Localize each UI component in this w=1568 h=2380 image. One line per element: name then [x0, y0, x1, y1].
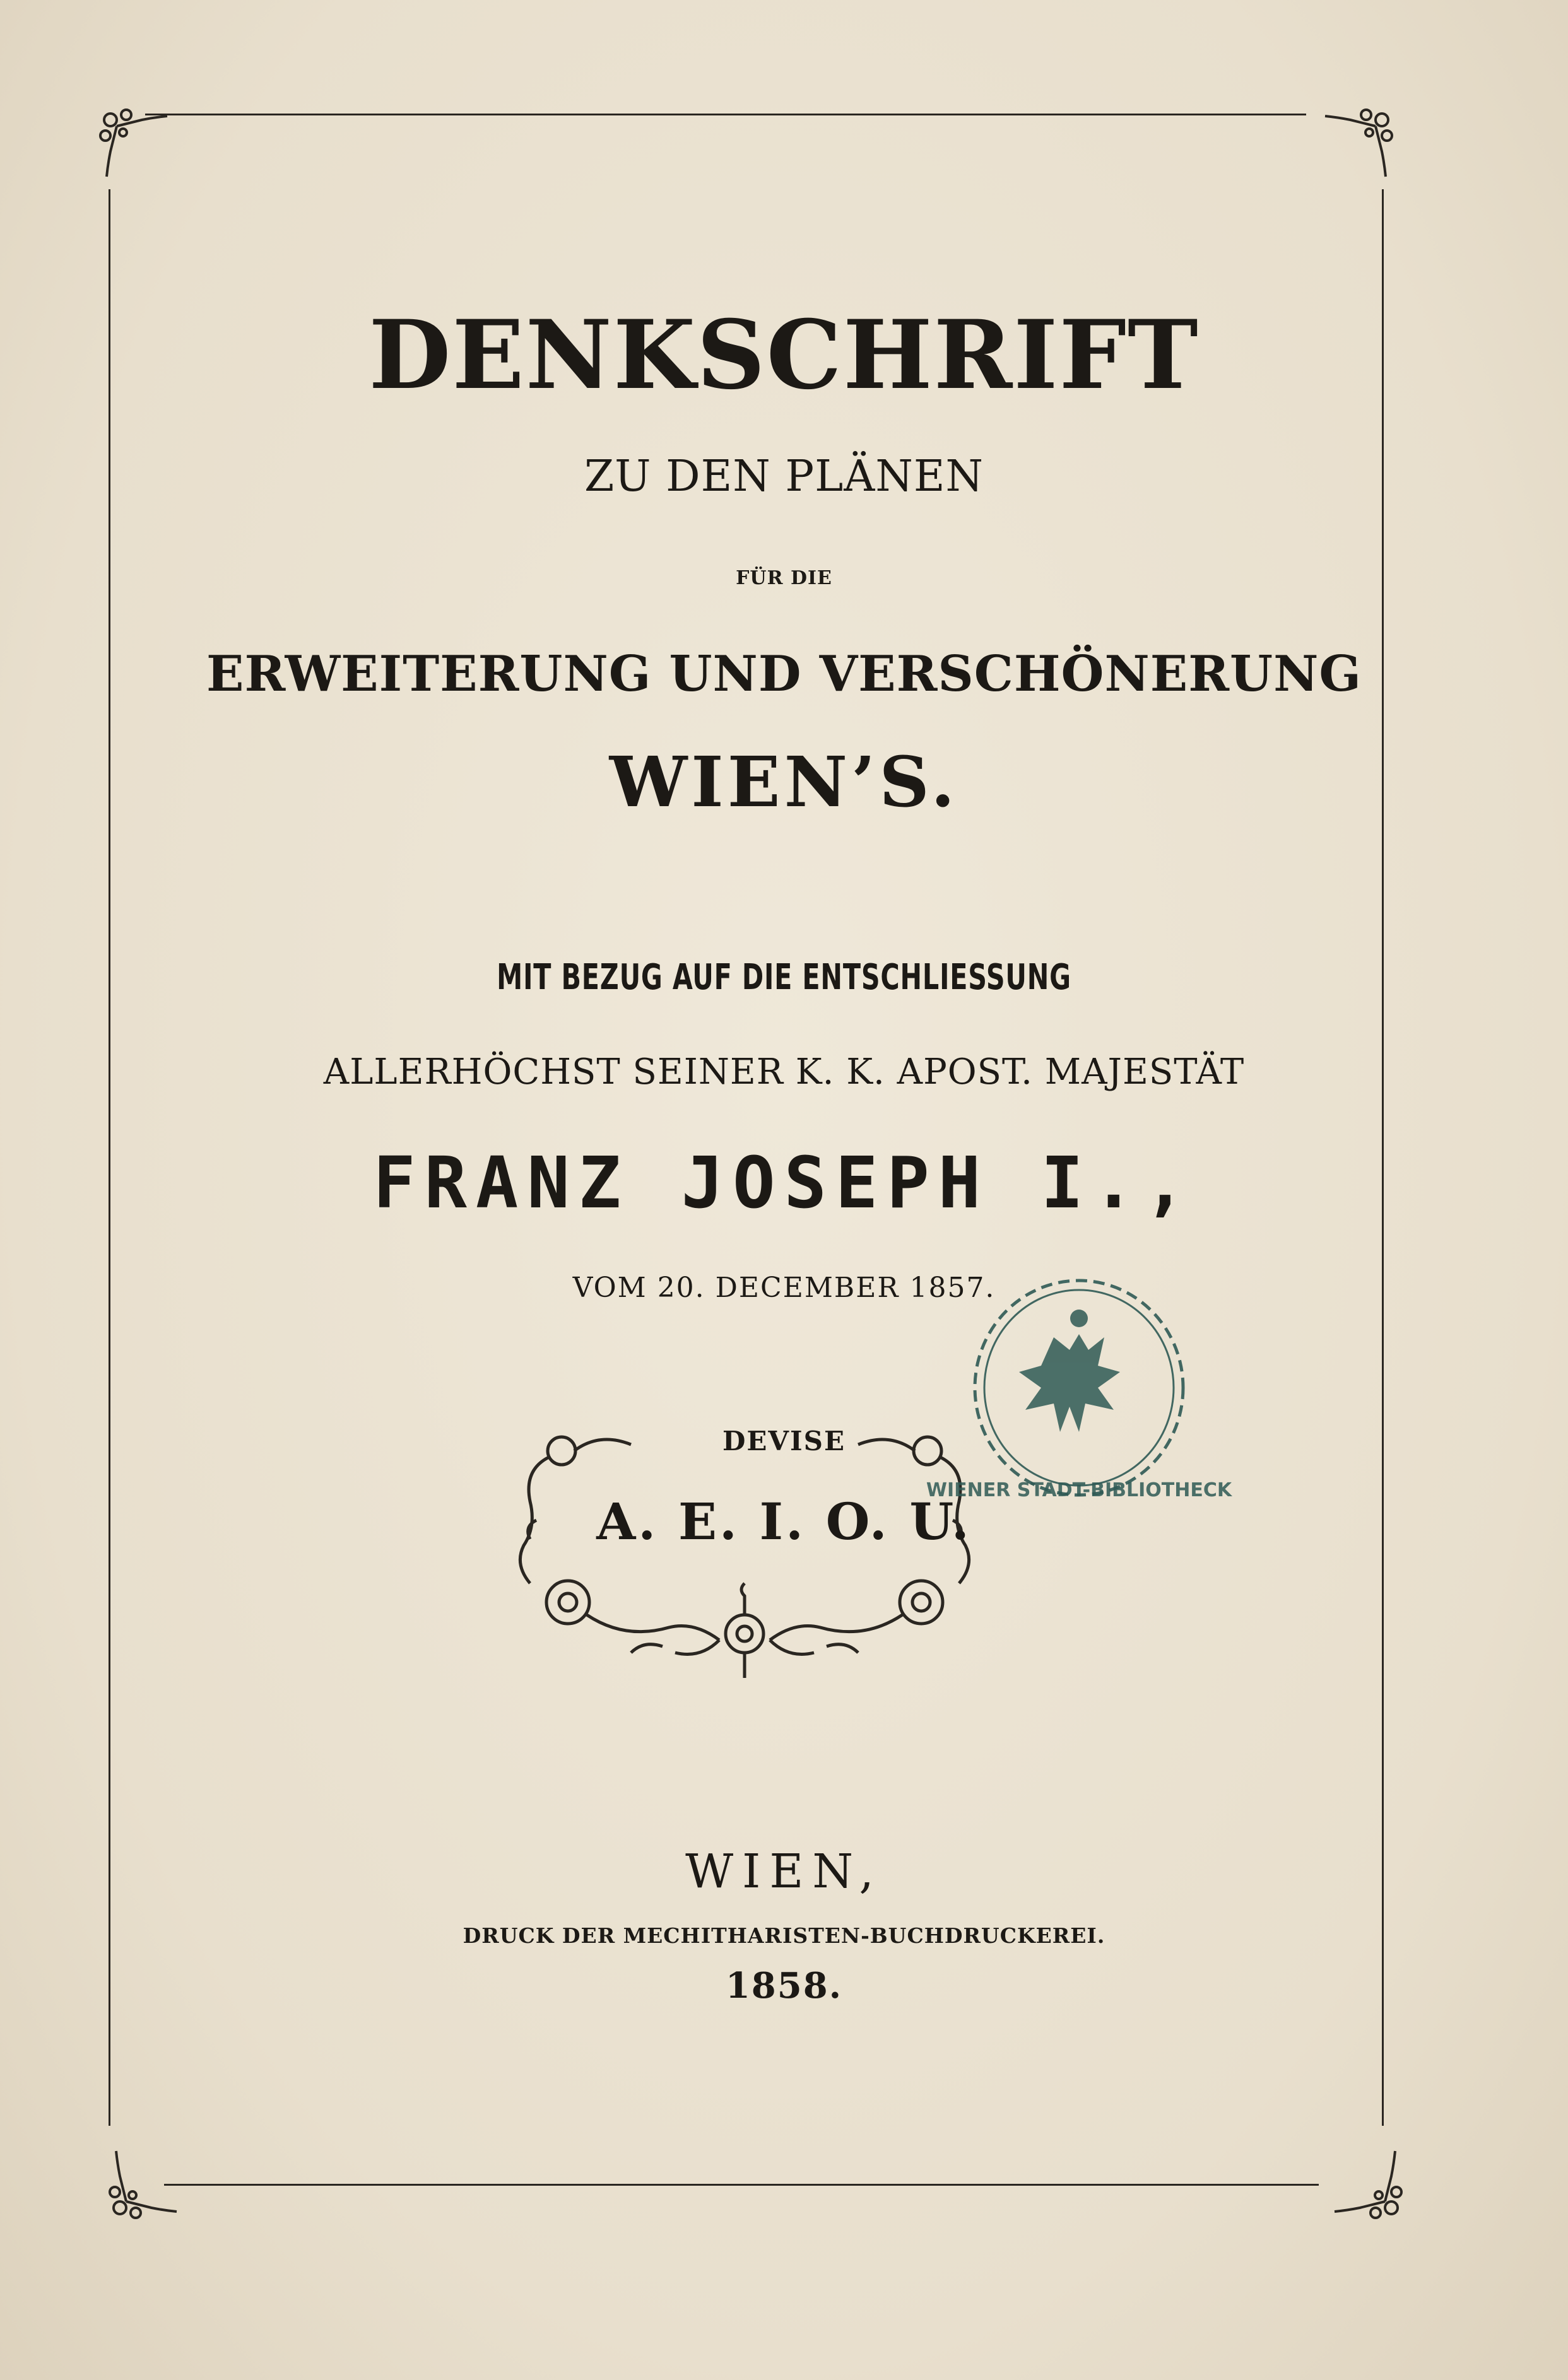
motto: A. E. I. O. U.	[596, 1492, 972, 1551]
library-stamp	[926, 1262, 1232, 1514]
devise-label: DEVISE	[722, 1426, 846, 1457]
subtitle-expansion: ERWEITERUNG UND VERSCHÖNERUNG	[206, 645, 1362, 703]
corner-ornament-top-right	[1306, 101, 1401, 196]
publication-year: 1858.	[725, 1965, 843, 2007]
corner-ornament-top-left	[91, 101, 186, 196]
stamp-text: WIENER STADT-BIBLIOTHECK	[926, 1479, 1232, 1501]
resolution-date: VOM 20. DECEMBER 1857.	[572, 1272, 996, 1304]
printer-imprint: DRUCK DER MECHITHARISTEN-BUCHDRUCKEREI.	[463, 1923, 1105, 1948]
subtitle-resolution: MIT BEZUG AUF DIE ENTSCHLIESSUNG	[497, 957, 1071, 998]
subtitle-for-the: FÜR DIE	[736, 567, 832, 589]
sovereign-name: FRANZ JOSEPH I.,	[373, 1142, 1195, 1224]
page-title: DENKSCHRIFT	[368, 300, 1200, 411]
subtitle-majesty: ALLERHÖCHST SEINER K. K. APOST. MAJESTÄT	[323, 1052, 1245, 1093]
subtitle-vienna: WIEN’S.	[609, 741, 959, 823]
subtitle-plans: ZU DEN PLÄNEN	[584, 452, 984, 501]
corner-ornament-bottom-left	[101, 2138, 196, 2233]
frame-top-line	[145, 114, 1306, 115]
frame-bottom-line	[164, 2184, 1319, 2186]
corner-ornament-bottom-right	[1316, 2138, 1410, 2233]
city: WIEN,	[685, 1844, 883, 1899]
